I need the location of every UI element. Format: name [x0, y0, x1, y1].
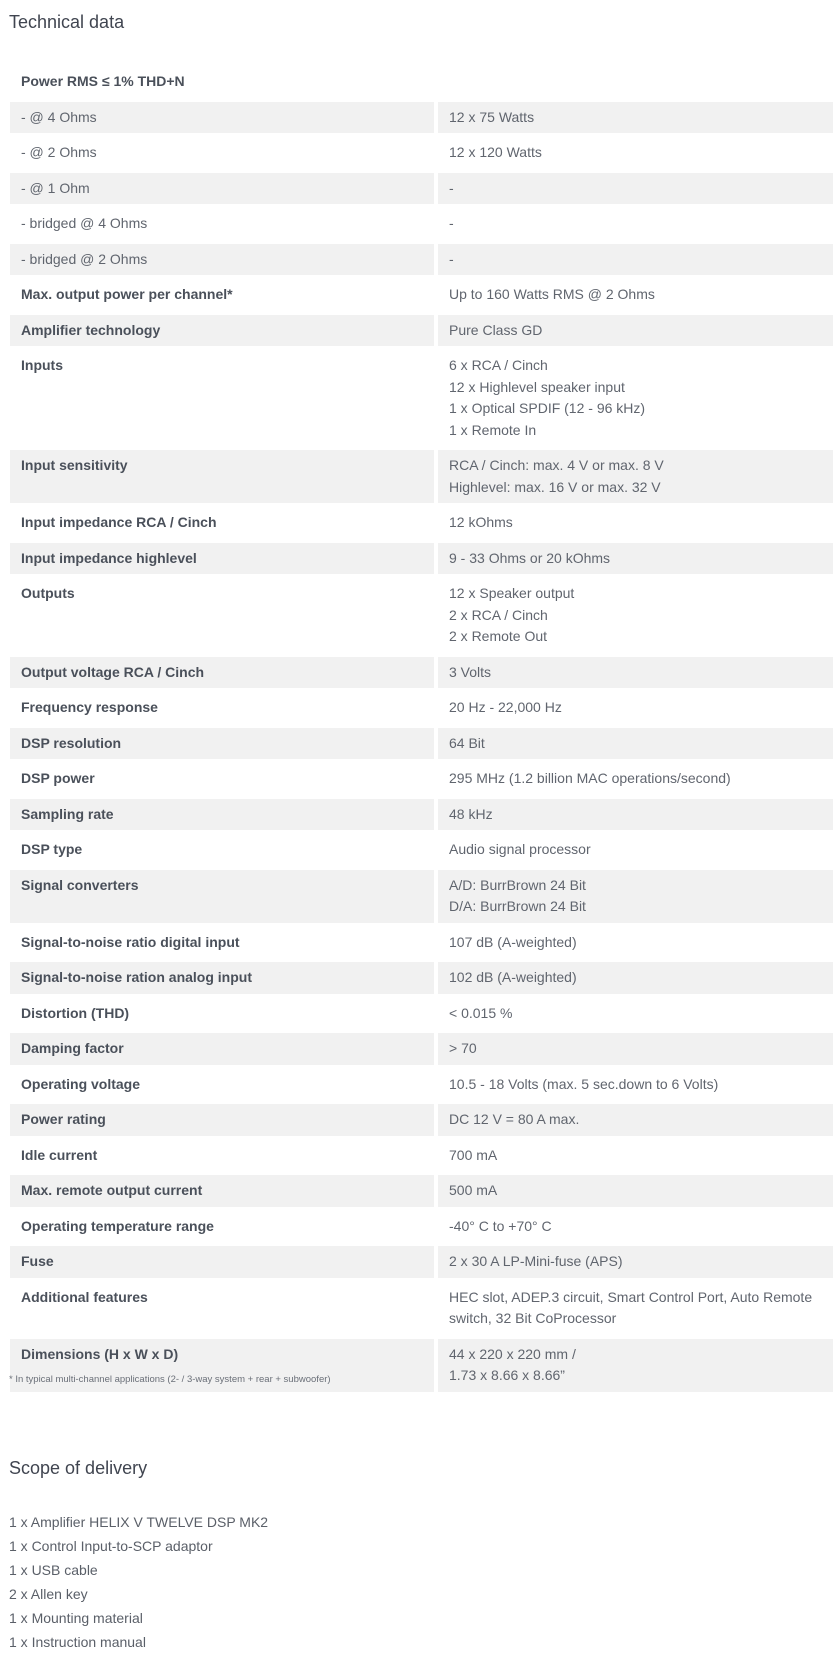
spec-value-line: 1 x Remote In [449, 421, 537, 438]
spec-value-line: 20 Hz - 22,000 Hz [449, 699, 562, 715]
spec-value-line: < 0.015 % [449, 1004, 513, 1021]
spec-value-line: 12 x 75 Watts [449, 108, 535, 125]
technical-data-title: Technical data [9, 12, 125, 32]
spec-value [438, 763, 833, 795]
spec-value [438, 507, 833, 539]
spec-value-line: - [449, 250, 454, 267]
spec-row [10, 1175, 833, 1207]
spec-row [10, 1140, 833, 1172]
spec-value [438, 1282, 833, 1335]
spec-row [10, 1211, 833, 1243]
spec-value [438, 578, 833, 653]
spec-value [438, 728, 833, 760]
spec-value-line: D/A: BurrBrown 24 Bit [449, 898, 586, 914]
spec-value [438, 1069, 833, 1101]
spec-label: DSP power [10, 763, 434, 795]
spec-value-line: Audio signal processor [449, 841, 591, 857]
spec-value-line: 12 x 120 Watts [449, 144, 542, 160]
spec-value [438, 692, 833, 724]
delivery-list [9, 1510, 268, 1654]
delivery-item: 1 x Control Input-to-SCP adaptor [9, 1538, 213, 1554]
spec-label: Additional features [10, 1282, 434, 1335]
spec-row [10, 927, 833, 959]
delivery-item: 2 x Allen key [9, 1586, 88, 1602]
spec-label: Outputs [10, 578, 434, 653]
spec-value-line: 2 x RCA / Cinch [449, 606, 548, 623]
spec-label: - @ 2 Ohms [10, 137, 434, 169]
spec-label: Dimensions (H x W x D) [10, 1339, 434, 1392]
spec-label: Output voltage RCA / Cinch [10, 657, 434, 689]
spec-value [438, 1211, 833, 1243]
spec-value [438, 66, 833, 98]
spec-value-line: 3 Volts [449, 663, 492, 680]
spec-value [438, 927, 833, 959]
spec-row [10, 870, 833, 923]
spec-value-line: 500 mA [449, 1182, 498, 1198]
spec-value-line: > 70 [449, 1040, 477, 1056]
spec-value [438, 1140, 833, 1172]
spec-row [10, 1282, 833, 1335]
spec-value-line: 10.5 - 18 Volts (max. 5 sec.down to 6 Volts) [449, 1075, 719, 1092]
spec-row [10, 137, 833, 169]
spec-row [10, 657, 833, 689]
spec-row [10, 1104, 833, 1136]
spec-label: - @ 1 Ohm [10, 173, 434, 205]
spec-value-line: 12 x Speaker output [449, 585, 575, 601]
spec-value-line: -40° C to +70° C [449, 1217, 552, 1234]
spec-label: - bridged @ 4 Ohms [10, 208, 434, 240]
spec-label: Damping factor [10, 1033, 434, 1065]
spec-value-line: 12 kOhms [449, 514, 513, 530]
spec-value-line: - [449, 215, 454, 231]
spec-label: Power RMS ≤ 1% THD+N [10, 66, 434, 98]
spec-value [438, 1339, 833, 1392]
spec-label: Input impedance RCA / Cinch [10, 507, 434, 539]
spec-value-line: 9 - 33 Ohms or 20 kOhms [449, 549, 611, 566]
spec-row [10, 102, 833, 134]
spec-value [438, 1033, 833, 1065]
spec-row [10, 507, 833, 539]
spec-label: - @ 4 Ohms [10, 102, 434, 134]
spec-row [10, 1069, 833, 1101]
spec-value [438, 1104, 833, 1136]
spec-value [438, 998, 833, 1030]
spec-value-line: 12 x Highlevel speaker input [449, 378, 625, 395]
spec-label: Operating temperature range [10, 1211, 434, 1243]
spec-value-line: A/D: BurrBrown 24 Bit [449, 876, 586, 893]
spec-label: Operating voltage [10, 1069, 434, 1101]
spec-label: Input sensitivity [10, 450, 434, 503]
spec-row [10, 66, 833, 98]
spec-label: Amplifier technology [10, 315, 434, 347]
spec-value-line: 1 x Optical SPDIF (12 - 96 kHz) [449, 400, 646, 416]
spec-row [10, 450, 833, 503]
delivery-item: 1 x Mounting material [9, 1610, 143, 1626]
spec-label: Distortion (THD) [10, 998, 434, 1030]
delivery-item: 1 x Instruction manual [9, 1634, 146, 1650]
spec-label: DSP type [10, 834, 434, 866]
spec-value [438, 350, 833, 446]
spec-label: Frequency response [10, 692, 434, 724]
spec-label: Idle current [10, 1140, 434, 1172]
spec-label: Power rating [10, 1104, 434, 1136]
spec-table [10, 66, 833, 1396]
spec-value-line: HEC slot, ADEP.3 circuit, Smart Control Port, Auto Remote [449, 1288, 813, 1305]
spec-value [438, 962, 833, 994]
spec-label: Signal converters [10, 870, 434, 923]
spec-row [10, 728, 833, 760]
spec-value [438, 173, 833, 205]
spec-label: Sampling rate [10, 799, 434, 831]
spec-label: Input impedance highlevel [10, 543, 434, 575]
spec-row [10, 578, 833, 653]
spec-row [10, 1246, 833, 1278]
spec-row [10, 244, 833, 276]
spec-label: Signal-to-noise ration analog input [10, 962, 434, 994]
spec-value [438, 208, 833, 240]
scope-of-delivery-title: Scope of delivery [9, 1458, 148, 1478]
spec-value-line: Pure Class GD [449, 321, 543, 338]
spec-row [10, 350, 833, 446]
spec-value-line: DC 12 V = 80 A max. [449, 1111, 580, 1127]
spec-value-line: 102 dB (A-weighted) [449, 969, 577, 985]
spec-row [10, 173, 833, 205]
spec-row [10, 543, 833, 575]
spec-value [438, 137, 833, 169]
spec-label: Inputs [10, 350, 434, 446]
spec-row [10, 962, 833, 994]
spec-value [438, 834, 833, 866]
spec-value-line: 700 mA [449, 1146, 498, 1163]
spec-value [438, 279, 833, 311]
spec-value-line: 295 MHz (1.2 billion MAC operations/second) [449, 770, 731, 786]
spec-value-line: Up to 160 Watts RMS @ 2 Ohms [449, 286, 655, 302]
spec-value-line: - [449, 179, 454, 196]
spec-value [438, 450, 833, 503]
spec-value [438, 1175, 833, 1207]
spec-value-line: switch, 32 Bit CoProcessor [449, 1310, 617, 1326]
spec-row [10, 208, 833, 240]
spec-value [438, 315, 833, 347]
spec-label: Max. remote output current [10, 1175, 434, 1207]
spec-label: - bridged @ 2 Ohms [10, 244, 434, 276]
spec-value [438, 102, 833, 134]
spec-value [438, 657, 833, 689]
spec-value [438, 799, 833, 831]
spec-row [10, 315, 833, 347]
spec-value [438, 1246, 833, 1278]
delivery-item: 1 x Amplifier HELIX V TWELVE DSP MK2 [9, 1514, 269, 1530]
spec-row [10, 692, 833, 724]
spec-value [438, 244, 833, 276]
spec-label: Signal-to-noise ratio digital input [10, 927, 434, 959]
spec-value-line: 2 x 30 A LP-Mini-fuse (APS) [449, 1253, 623, 1269]
spec-value-line: 48 kHz [449, 805, 493, 822]
footnote: * In typical multi-channel applications (2- / 3-way system + rear + subwoofer) [9, 1374, 331, 1385]
delivery-item: 1 x USB cable [9, 1562, 98, 1578]
spec-value [438, 543, 833, 575]
spec-row [10, 1033, 833, 1065]
spec-label: Max. output power per channel* [10, 279, 434, 311]
spec-value [438, 870, 833, 923]
spec-label: DSP resolution [10, 728, 434, 760]
spec-value-line: Highlevel: max. 16 V or max. 32 V [449, 478, 661, 495]
spec-value-line: 64 Bit [449, 734, 485, 751]
spec-value-line: 44 x 220 x 220 mm / [449, 1345, 576, 1362]
spec-label: Fuse [10, 1246, 434, 1278]
spec-row [10, 998, 833, 1030]
spec-value-line: 6 x RCA / Cinch [449, 357, 548, 373]
spec-value-line: 1.73 x 8.66 x 8.66” [449, 1367, 565, 1383]
spec-value-line: 107 dB (A-weighted) [449, 933, 577, 950]
spec-row [10, 763, 833, 795]
spec-value-line: RCA / Cinch: max. 4 V or max. 8 V [449, 457, 664, 473]
spec-row [10, 279, 833, 311]
spec-value-line: 2 x Remote Out [449, 628, 548, 644]
spec-row [10, 799, 833, 831]
spec-row [10, 834, 833, 866]
